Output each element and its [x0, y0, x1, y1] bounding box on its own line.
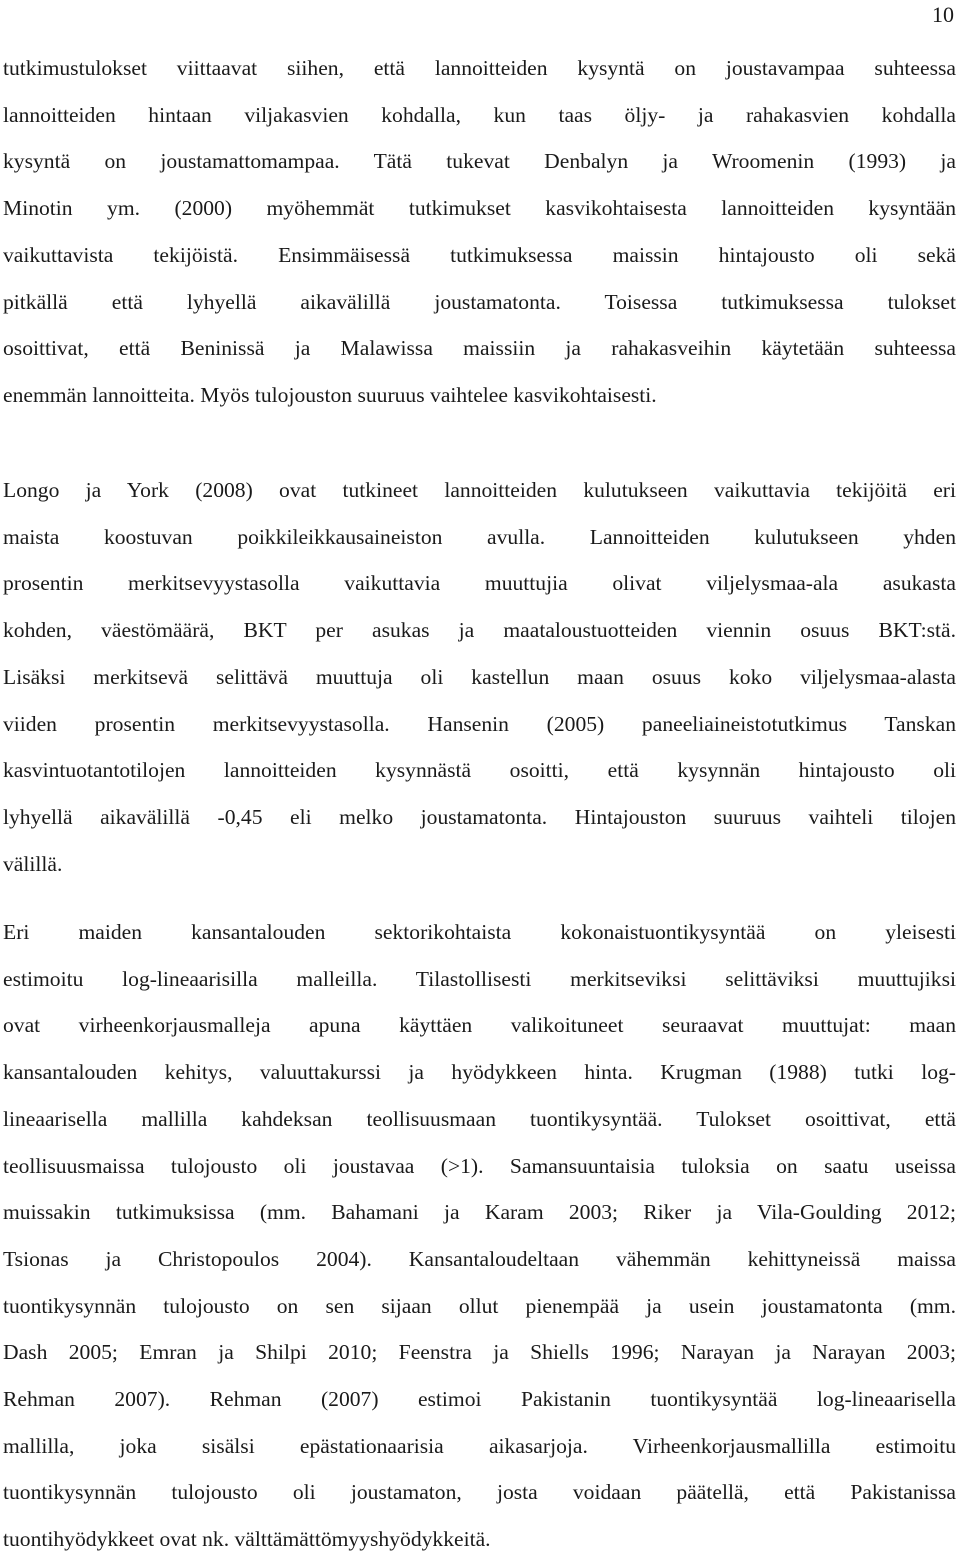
text-line: mallilla, joka sisälsi epästationaarisia aikasarjoja. Virheenkorjausmallilla estimoitu — [3, 1433, 956, 1458]
paragraph-1 — [3, 45, 956, 419]
text-line: tuontikysynnän tulojousto on sen sijaan ollut pienempää ja usein joustamatonta (mm. — [3, 1293, 956, 1318]
text-line: prosentin merkitsevyystasolla vaikuttavia muuttujia olivat viljelysmaa-ala asukasta — [3, 571, 956, 596]
text-line: Tsionas ja Christopoulos 2004). Kansantaloudeltaan vähemmän kehittyneissä maissa — [3, 1246, 956, 1271]
text-line: enemmän lannoitteita. Myös tulojouston suuruus vaihtelee kasvikohtaisesti. — [3, 382, 657, 407]
text-line: lineaarisella mallilla kahdeksan teollisuusmaan tuontikysyntää. Tulokset osoittivat, että — [3, 1106, 956, 1131]
text-line: viiden prosentin merkitsevyystasolla. Hansenin (2005) paneeliaineistotutkimus Tanskan — [3, 711, 956, 736]
text-line: Lisäksi merkitsevä selittävä muuttuja oli kastellun maan osuus koko viljelysmaa-alasta — [3, 664, 956, 689]
text-line: kansantalouden kehitys, valuuttakurssi ja hyödykkeen hinta. Krugman (1988) tutki log- — [3, 1060, 956, 1085]
page-number: 10 — [932, 2, 954, 27]
text-line: kasvintuotantotilojen lannoitteiden kysynnästä osoitti, että kysynnän hintajousto oli — [3, 758, 956, 783]
text-line: kysyntä on joustamattomampaa. Tätä tukevat Denbalyn ja Wroomenin (1993) ja — [3, 149, 956, 174]
text-line: muissakin tutkimuksissa (mm. Bahamani ja Karam 2003; Riker ja Vila-Goulding 2012; — [3, 1200, 956, 1225]
text-line: estimoitu log-lineaarisilla malleilla. Tilastollisesti merkitseviksi selittäviksi muuttujiksi — [3, 966, 956, 991]
text-line: Dash 2005; Emran ja Shilpi 2010; Feenstra ja Shiells 1996; Narayan ja Narayan 2003; — [3, 1340, 956, 1365]
text-line: pitkällä että lyhyellä aikavälillä joustamatonta. Toisessa tutkimuksessa tulokset — [3, 289, 956, 314]
text-line: välillä. — [3, 851, 63, 876]
text-line: kohden, väestömäärä, BKT per asukas ja maataloustuotteiden viennin osuus BKT:stä. — [3, 618, 956, 643]
text-line: osoittivat, että Beninissä ja Malawissa maissiin ja rahakasveihin käytetään suhteessa — [3, 336, 956, 361]
text-line: ovat virheenkorjausmalleja apuna käyttäen valikoituneet seuraavat muuttujat: maan — [3, 1013, 956, 1038]
text-line: maista koostuvan poikkileikkausaineiston avulla. Lannoitteiden kulutukseen yhden — [3, 524, 956, 549]
text-line: lyhyellä aikavälillä -0,45 eli melko joustamatonta. Hintajouston suuruus vaihteli tilojen — [3, 804, 956, 829]
text-line: Eri maiden kansantalouden sektorikohtaista kokonaistuontikysyntää on yleisesti — [3, 920, 956, 944]
text-line: lannoitteiden hintaan viljakasvien kohdalla, kun taas öljy- ja rahakasvien kohdalla — [3, 102, 956, 127]
text-line: tuontikysynnän tulojousto oli joustamaton, josta voidaan päätellä, että Pakistanissa — [3, 1480, 956, 1505]
text-line: vaikuttavista tekijöistä. Ensimmäisessä tutkimuksessa maissin hintajousto oli sekä — [3, 242, 956, 267]
text-line: tuontihyödykkeet ovat nk. välttämättömyyshyödykkeitä. — [3, 1527, 491, 1552]
paragraph-3 — [3, 909, 956, 1563]
text-line: teollisuusmaissa tulojousto oli joustavaa (>1). Samansuuntaisia tuloksia on saatu useissa — [3, 1153, 956, 1178]
text-line: tutkimustulokset viittaavat siihen, että lannoitteiden kysyntä on joustavampaa suhteessa — [3, 56, 956, 80]
text-line: Longo ja York (2008) ovat tutkineet lannoitteiden kulutukseen vaikuttavia tekijöitä eri — [3, 478, 956, 502]
paragraph-2 — [3, 467, 956, 887]
text-line: Minotin ym. (2000) myöhemmät tutkimukset kasvikohtaisesta lannoitteiden kysyntään — [3, 196, 956, 221]
text-line: Rehman 2007). Rehman (2007) estimoi Pakistanin tuontikysyntää log-lineaarisella — [3, 1387, 956, 1412]
